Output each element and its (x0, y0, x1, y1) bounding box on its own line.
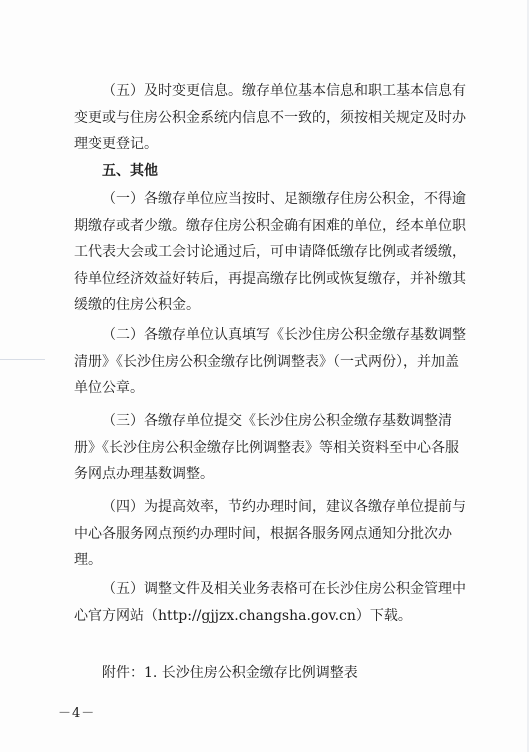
paragraph-other-5: （五）调整文件及相关业务表格可在长沙住房公积金管理中心官方网站（http://gjjzx.changsha.gov.cn）下载。 (74, 581, 466, 624)
attachment-line: 附件：1. 长沙住房公积金缴存比例调整表 (102, 665, 358, 681)
page-number: －4－ (58, 706, 96, 721)
paragraph-other-4: （四）为提高效率，节约办理时间，建议各缴存单位提前与中心各服务网点预约办理时间，根据各服务网点通知分批次办理。 (74, 499, 466, 568)
paragraph-info-change: （五）及时变更信息。缴存单位基本信息和职工基本信息有变更或与住房公积金系统内信息不一致的，须按相关规定及时办理变更登记。 (74, 83, 466, 152)
paragraph-other-1: （一）各缴存单位应当按时、足额缴存住房公积金，不得逾期缴存或者少缴。缴存住房公积金确有困难的单位，经本单位职工代表大会或工会讨论通过后，可申请降低缴存比例或者缓缴，待单位经济效益好转后，再提高缴存比例或恢复缴存，并补缴其缓缴的住房公积金。 (74, 191, 466, 313)
paragraph-other-2: （二）各缴存单位认真填写《长沙住房公积金缴存基数调整清册》《长沙住房公积金缴存比例调整表》（一式两份），并加盖单位公章。 (74, 327, 466, 396)
section-heading-other: 五、其他 (102, 163, 158, 179)
paragraph-other-3: （三）各缴存单位提交《长沙住房公积金缴存基数调整清册》《长沙住房公积金缴存比例调整表》等相关资料至中心各服务网点办理基数调整。 (74, 413, 459, 482)
margin-mark (0, 359, 45, 360)
